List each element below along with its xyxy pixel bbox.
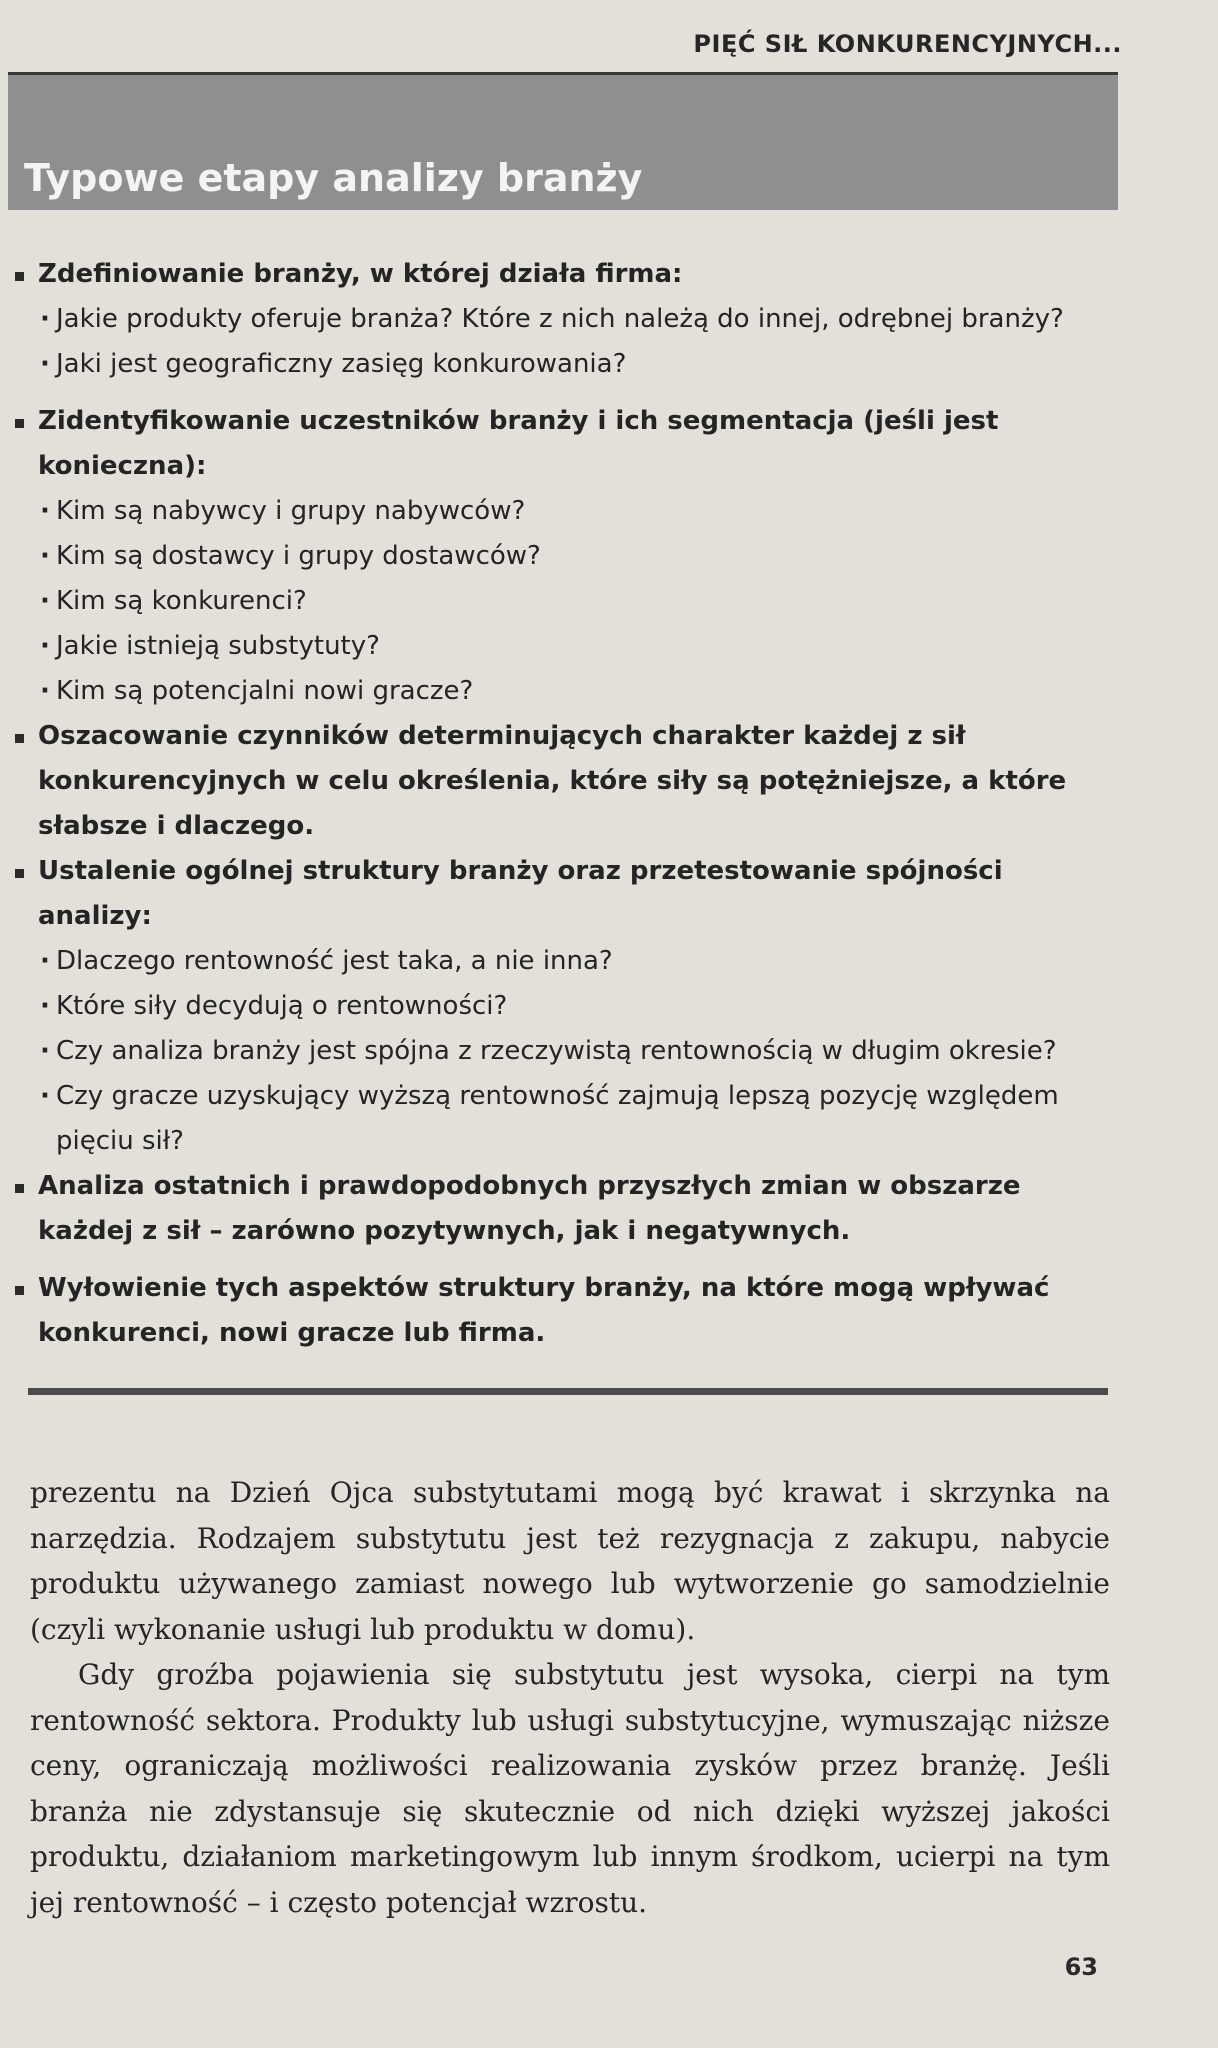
step-heading: Wyłowienie tych aspektów struktury branży, na które mogą wpływać konkurenci, nowi gracze lub firma.	[38, 1273, 1050, 1348]
step-heading: Oszacowanie czynników determinujących charakter każdej z sił konkurencyjnych w celu określenia, które siły są potężniejsze, a które słabsze i dlaczego.	[38, 721, 1067, 841]
body-paragraph: Gdy groźba pojawienia się substytutu jest wysoka, cierpi na tym rentowność sektora. Produkty lub usługi substytucyjne, wymuszając niższe ceny, ograniczają możliwości realizowania zysków przez branżę. Jeśli branża nie zdystansuje się skutecznie od nich dzięki wyższej jakości produktu, działaniom marketingowym lub innym środkom, ucierpi na tym jej rentowność – i często potencjał wzrostu.	[30, 1658, 1110, 1919]
question-item: · Jakie produkty oferuje branża? Które z nich należą do innej, odrębnej branży?	[38, 297, 1122, 342]
step-heading: Zdefiniowanie branży, w której działa firma:	[38, 259, 683, 289]
step-item	[12, 252, 1122, 387]
step-heading: Analiza ostatnich i prawdopodobnych przyszłych zmian w obszarze każdej z sił – zarówno pozytywnych, jak i negatywnych.	[38, 1171, 1021, 1246]
question-item: · Kim są dostawcy i grupy dostawców?	[38, 534, 1122, 579]
step-item	[12, 849, 1122, 1164]
square-bullet-icon	[15, 1184, 24, 1193]
square-bullet-icon	[15, 869, 24, 878]
box-title: Typowe etapy analizy branży	[24, 156, 643, 200]
question-item: · Które siły decydują o rentowności?	[38, 984, 1122, 1029]
step-item	[12, 1164, 1122, 1254]
body-paragraph: prezentu na Dzień Ojca substytutami mogą być krawat i skrzynka na narzędzia. Rodzajem substytutu jest też rezygnacja z zakupu, nabycie produktu używanego zamiast nowego lub wytworzenie go samodzielnie (czyli wykonanie usługi lub produktu w domu).	[30, 1476, 1110, 1646]
question-item: · Czy gracze uzyskujący wyższą rentowność zajmują lepszą pozycję względem pięciu sił?	[38, 1074, 1122, 1164]
step-item	[12, 399, 1122, 714]
question-item: · Czy analiza branży jest spójna z rzeczywistą rentownością w długim okresie?	[38, 1029, 1122, 1074]
step-item	[12, 1266, 1122, 1356]
step-heading: Zidentyfikowanie uczestników branży i ich segmentacja (jeśli jest konieczna):	[38, 406, 999, 481]
box-title-bar	[8, 75, 1118, 210]
square-bullet-icon	[15, 272, 24, 281]
square-bullet-icon	[15, 734, 24, 743]
question-item: · Jaki jest geograficzny zasięg konkurowania?	[38, 342, 1122, 387]
page-number: 63	[1064, 1953, 1098, 1981]
step-questions	[38, 489, 1122, 714]
question-item: · Jakie istnieją substytuty?	[38, 624, 1122, 669]
square-bullet-icon	[15, 1286, 24, 1295]
step-heading: Ustalenie ogólnej struktury branży oraz przetestowanie spójności analizy:	[38, 856, 1003, 931]
step-item	[12, 714, 1122, 849]
question-item: · Dlaczego rentowność jest taka, a nie inna?	[38, 939, 1122, 984]
step-questions	[38, 939, 1122, 1164]
box-bottom-rule	[28, 1388, 1108, 1395]
question-item: · Kim są potencjalni nowi gracze?	[38, 669, 1122, 714]
analysis-steps-list	[12, 252, 1122, 1356]
question-item: · Kim są nabywcy i grupy nabywców?	[38, 489, 1122, 534]
running-head: PIĘĆ SIŁ KONKURENCYJNYCH...	[693, 30, 1122, 58]
square-bullet-icon	[15, 419, 24, 428]
step-questions	[38, 297, 1122, 387]
body-text	[30, 1470, 1110, 1925]
question-item: · Kim są konkurenci?	[38, 579, 1122, 624]
